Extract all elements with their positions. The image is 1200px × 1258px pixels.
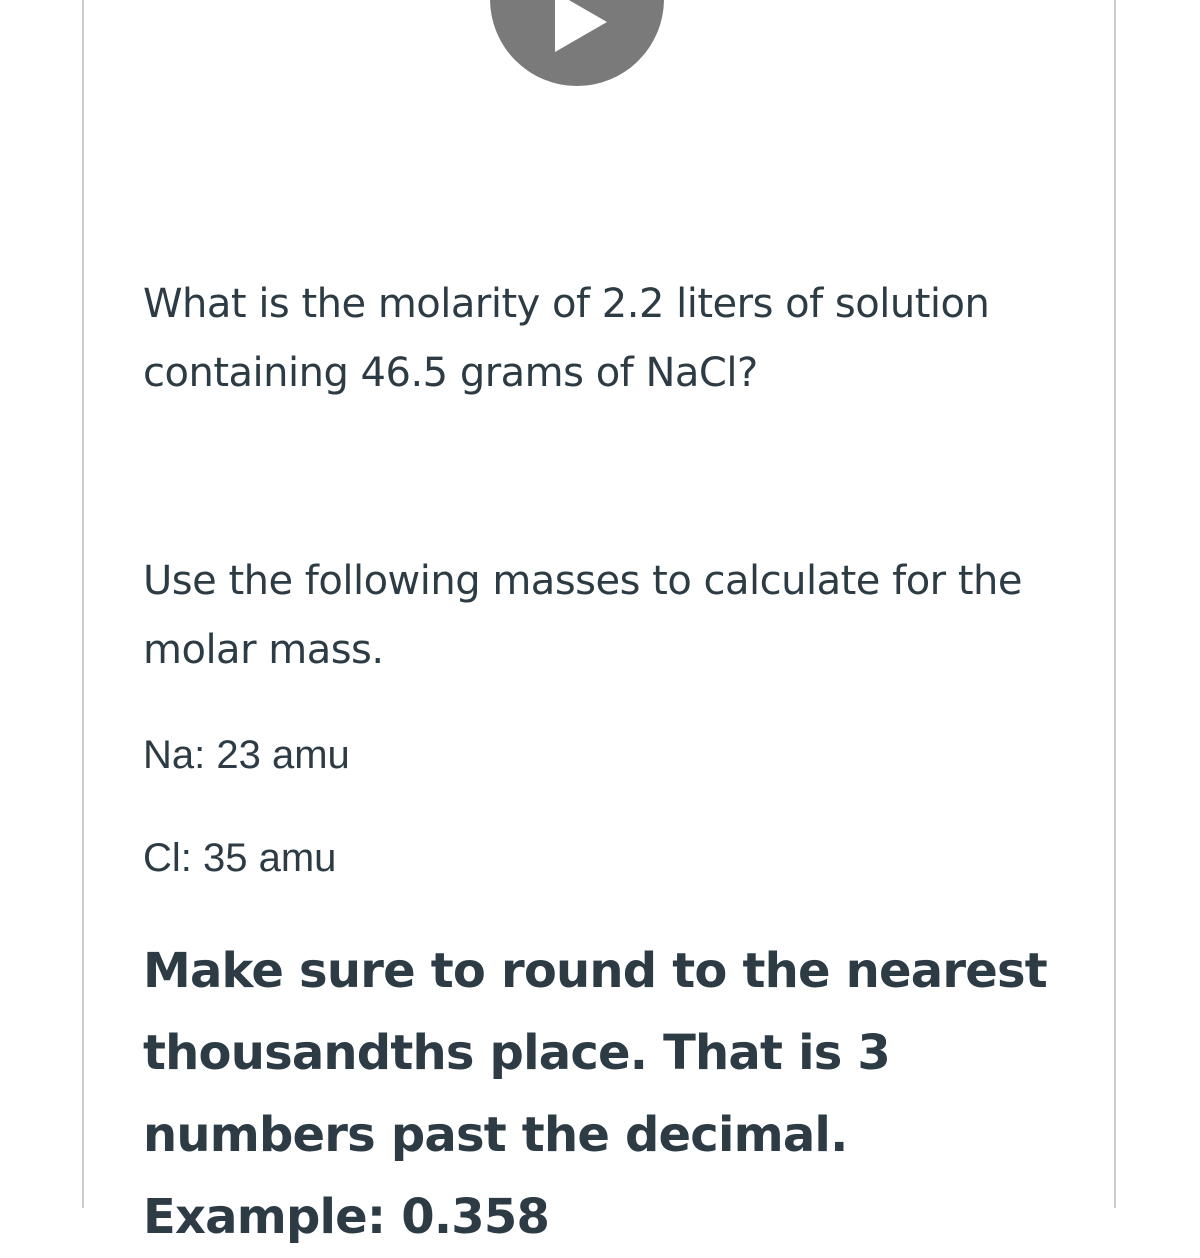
mass-chlorine: Cl: 35 amu <box>143 836 337 880</box>
mass-sodium: Na: 23 amu <box>143 733 350 777</box>
molar-mass-instruction: Use the following masses to calculate for the molar mass. <box>143 558 1022 673</box>
play-icon <box>555 0 607 52</box>
question-prompt: What is the molarity of 2.2 liters of solution containing 46.5 grams of NaCl? <box>143 281 990 396</box>
rounding-note: Make sure to round to the nearest thousandths place. That is 3 numbers past the decimal. Example: 0.358 <box>143 943 1047 1245</box>
